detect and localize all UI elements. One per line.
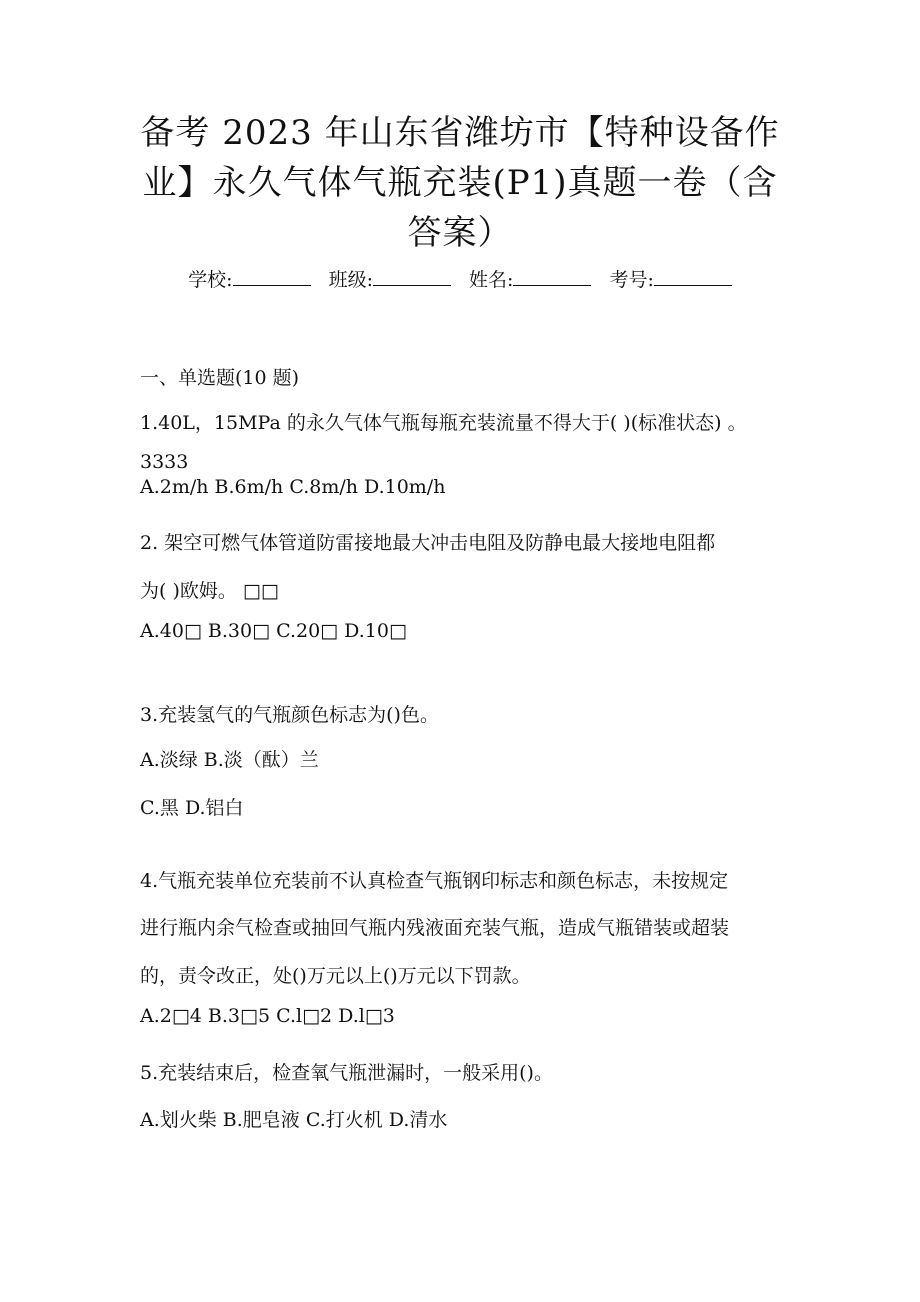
question-4-stem-line-1: 4.气瓶充装单位充装前不认真检查气瓶钢印标志和颜色标志，未按规定 xyxy=(140,870,729,892)
question-3-options-line-2: C.黑 D.铝白 xyxy=(140,797,244,819)
name-blank xyxy=(513,268,591,286)
question-3-stem-line-1: 3.充装氢气的气瓶颜色标志为()色。 xyxy=(140,704,439,726)
question-4-stem-line-2: 进行瓶内余气检查或抽回气瓶内残液面充装气瓶，造成气瓶错装或超装 xyxy=(140,917,730,939)
question-2-stem-line-1: 2. 架空可燃气体管道防雷接地最大冲击电阻及防静电最大接地电阻都 xyxy=(140,532,716,554)
exam-number-blank xyxy=(654,268,732,286)
name-label: 姓名: xyxy=(469,269,514,291)
name-field xyxy=(469,269,591,291)
question-4-stem-line-3: 的，责令改正，处()万元以上()万元以下罚款。 xyxy=(140,965,531,987)
title-line-1: 备考 2023 年山东省潍坊市【特种设备作 xyxy=(140,113,780,153)
exam-number-label: 考号: xyxy=(609,269,654,291)
question-4-options: A.2□4 B.3□5 C.l□2 D.l□3 xyxy=(140,1005,395,1027)
section-heading: 一、单选题(10 题) xyxy=(140,367,300,389)
question-1-stem-line-1: 1.40L，15MPa 的永久气体气瓶每瓶充装流量不得大于( )(标准状态) 。 xyxy=(140,412,747,434)
document-title xyxy=(120,108,800,258)
question-2-options: A.40□ B.30□ C.20□ D.10□ xyxy=(140,620,407,642)
question-3-options-line-1: A.淡绿 B.淡（酞）兰 xyxy=(140,749,319,771)
question-2-stem-line-2: 为( )欧姆。 □□ xyxy=(140,580,279,602)
school-blank xyxy=(233,268,311,286)
class-label: 班级: xyxy=(328,269,373,291)
exam-number-field xyxy=(609,269,731,291)
question-1-options: A.2m/h B.6m/h C.8m/h D.10m/h xyxy=(140,476,446,498)
question-5-stem-line-1: 5.充装结束后，检查氧气瓶泄漏时，一般采用()。 xyxy=(140,1062,553,1084)
student-info-row xyxy=(0,268,920,292)
class-field xyxy=(329,269,451,291)
title-line-2: 业】永久气体气瓶充装(P1)真题一卷（含 xyxy=(142,163,778,203)
school-field xyxy=(188,269,310,291)
question-5-options: A.划火柴 B.肥皂液 C.打火机 D.清水 xyxy=(140,1109,448,1131)
title-line-3: 答案） xyxy=(407,213,513,253)
question-1-stem-line-2: 3333 xyxy=(140,451,189,473)
school-label: 学校: xyxy=(188,269,233,291)
class-blank xyxy=(373,268,451,286)
